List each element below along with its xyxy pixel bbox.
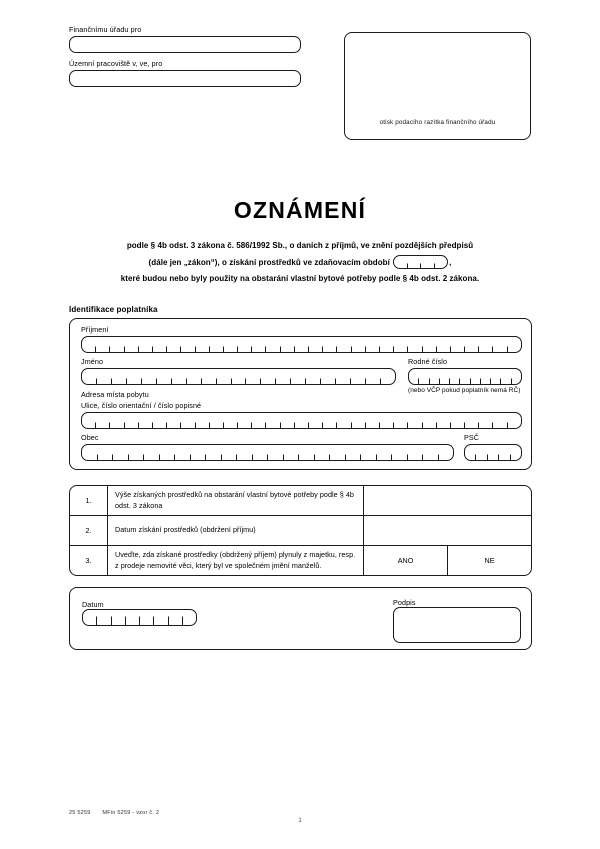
form-title: OZNÁMENÍ [233,197,367,223]
city-ticks [82,445,453,460]
field-city [81,433,454,461]
postal-code-ticks [465,445,521,460]
table-row [70,546,531,575]
surname-label: Příjmení [81,325,109,334]
city-label: Obec [81,433,99,442]
subtitle-line-2 [60,255,540,272]
page-number: 1 [298,818,302,824]
office-stamp-box [344,32,531,140]
subtitle-line-3: které budou nebo byly použity na obstarání vlastní bytové potřeby podle § 4b odst. 2 zákona. [120,274,480,283]
field-surname [81,325,522,353]
row-value-cell[interactable] [364,486,531,515]
row-value-cell[interactable] [364,516,531,545]
footer [69,810,159,816]
footer-code-2: MFin 5259 - vzor č. 2 [102,810,160,816]
row-text: Datum získání prostředků (obdržení příjmu) [108,516,364,545]
firstname-input[interactable] [81,368,396,385]
date-ticks [83,610,196,625]
birth-number-input[interactable] [408,368,522,385]
postal-code-input[interactable] [464,444,522,461]
row-number: 1. [70,486,108,515]
subtitle-line-2-text: (dále jen „zákon“), o získání prostředků ve zdaňovacím období [148,257,390,267]
signature-input[interactable] [393,607,521,643]
street-ticks [82,413,521,428]
identification-frame [69,318,532,470]
identification-heading: Identifikace poplatníka [69,305,158,314]
tax-period-year-input[interactable] [393,255,448,269]
date-label: Datum [82,600,104,609]
row-text: Uveďte, zda získané prostředky (obdržený příjem) plynuly z majetku, resp. z prodeje nemovité věci, který byl ve společném jmění manželů. [108,546,364,575]
row-value[interactable] [364,486,531,515]
row-number: 3. [70,546,108,575]
signature-label: Podpis [393,598,416,607]
answer-no-option[interactable]: NE [484,556,495,565]
row-number: 2. [70,516,108,545]
firstname-ticks [82,369,395,384]
birth-number-label: Rodné číslo [408,357,448,366]
birth-number-ticks [409,369,521,384]
field-street [81,401,522,429]
street-input[interactable] [81,412,522,429]
date-input[interactable] [82,609,197,626]
city-input[interactable] [81,444,454,461]
row-text: Výše získaných prostředků na obstarání vlastní bytové potřeby podle § 4b odst. 3 zákona [108,486,364,515]
row-value-cell [364,546,531,575]
tax-office-header [69,25,301,93]
field-date [82,600,197,626]
table-row [70,486,531,516]
birth-number-note: (nebo VČP pokud poplatník nemá RČ) [408,386,521,394]
street-label: Ulice, číslo orientační / číslo popisné [81,401,202,410]
branch-office-input[interactable] [69,70,301,87]
tax-period-year-ticks [394,256,447,268]
signature-frame [69,587,532,650]
tax-office-label: Finančnímu úřadu pro [69,25,142,34]
field-birth-number [408,357,522,394]
branch-office-label: Územní pracoviště v, ve, pro [69,59,163,68]
subtitle-line-1: podle § 4b odst. 3 zákona č. 586/1992 Sb., o daních z příjmů, ve znění pozdějších předpisů [126,241,474,250]
field-signature [393,598,521,643]
footer-code-1: 25 5259 [69,810,91,816]
surname-input[interactable] [81,336,522,353]
firstname-label: Jméno [81,357,104,366]
form-subtitle [60,238,540,288]
declaration-table [69,485,532,576]
table-row [70,516,531,546]
address-group-label: Adresa místa pobytu [81,390,149,399]
tax-office-input[interactable] [69,36,301,53]
answer-yes-option[interactable]: ANO [364,546,448,575]
office-stamp-caption: otisk podacího razítka finančního úřadu [379,119,496,126]
field-postal-code [464,433,522,461]
field-firstname [81,357,396,385]
row-value[interactable] [364,516,531,545]
surname-ticks [82,337,521,352]
subtitle-line-2-suffix: , [449,257,452,267]
address-group-label-wrap [81,390,522,401]
postal-code-label: PSČ [464,433,480,442]
